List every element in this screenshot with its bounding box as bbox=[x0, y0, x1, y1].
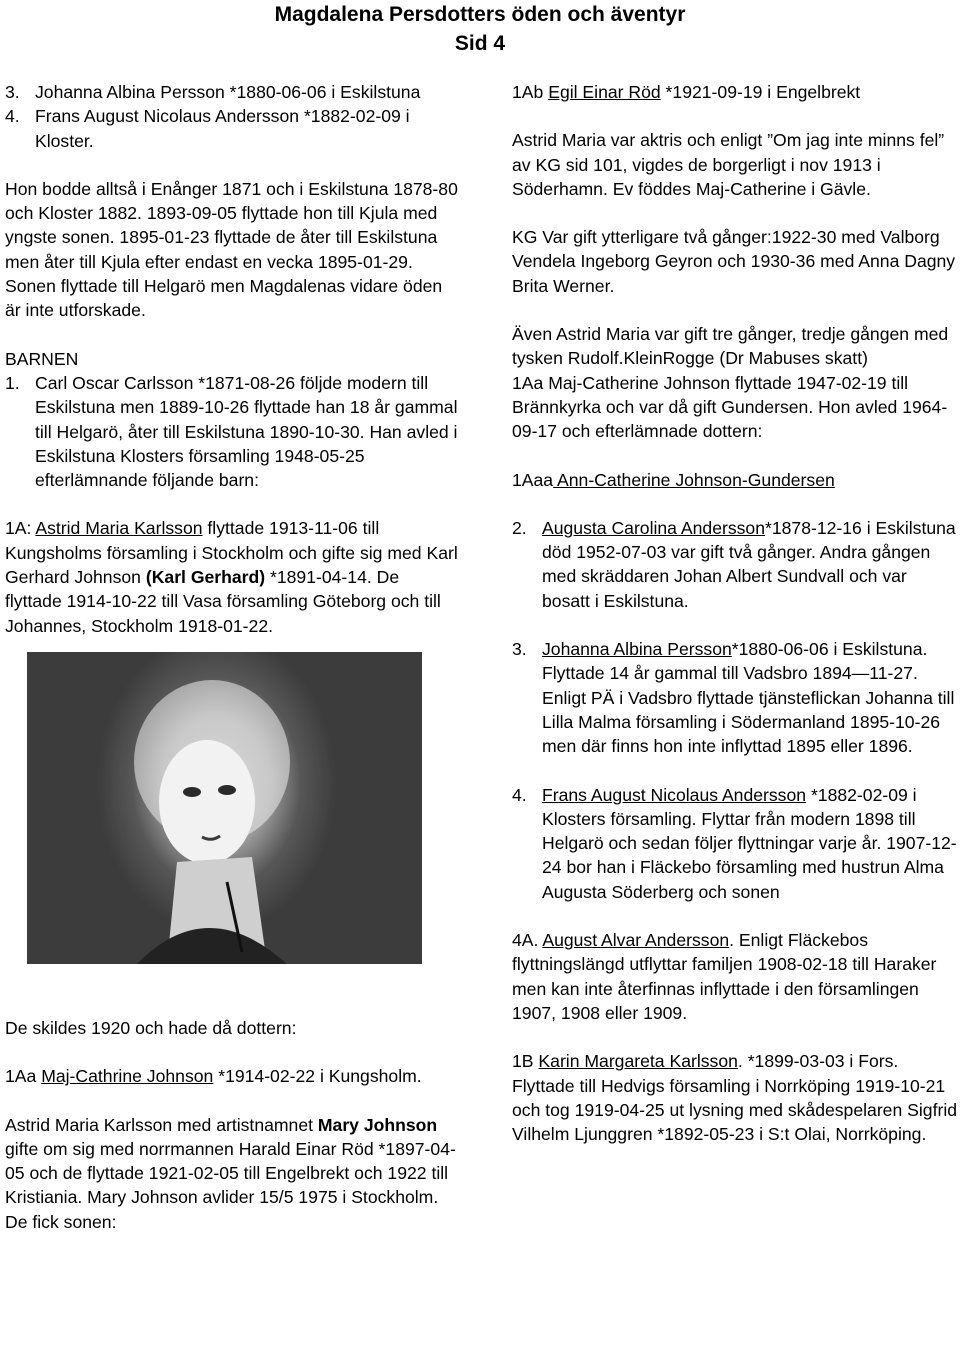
child-1aaa-paragraph: 1Aaa Ann-Catherine Johnson-Gundersen bbox=[512, 469, 835, 490]
barnen-heading: BARNEN bbox=[5, 348, 79, 369]
kg-paragraph: KG Var gift ytterligare två gånger:1922-30 med Valborg Vendela Ingeborg Geyron och 1930-36 med Anna Dagny Brita Werner. bbox=[512, 227, 956, 296]
child-4-paragraph: 4. Frans August Nicolaus Andersson *1882-02-09 i Klosters församling. Flyttar från modern 1898 till Helgarö och sedan följer flyttningar varje år. 1907-12-24 bor han i Fläckebo församling med hustrun Alma Augusta Söderberg och sonen bbox=[512, 784, 957, 902]
person-name-link: Astrid Maria Karlsson bbox=[35, 518, 203, 539]
person-name-link: Karin Margareta Karlsson bbox=[538, 1051, 738, 1072]
child-1aa-paragraph: 1Aa Maj-Cathrine Johnson *1914-02-22 i Kungsholm. bbox=[5, 1066, 422, 1087]
list-item: 4. Frans August Nicolaus Andersson *1882-02-09 i Kloster. bbox=[5, 106, 410, 151]
title-line-2: Sid 4 bbox=[454, 32, 506, 55]
child-1-paragraph: 1. Carl Oscar Carlsson *1871-08-26 följde modern till Eskilstuna men 1889-10-26 flyttade han 18 år gammal till Helgarö, åter till Eskilstuna 1890-10-30. Han avled i Eskilstuna Klosters församling 1948-05-25 efterlämnande följande barn: bbox=[5, 372, 458, 491]
person-name-link: Johanna Albina Persson bbox=[542, 639, 732, 660]
person-name-link: Maj-Cathrine Johnson bbox=[41, 1066, 214, 1087]
child-4a-paragraph: 4A. August Alvar Andersson. Enligt Fläckebos flyttningslängd utflyttar familjen 1908-02-18 till Haraker men kan inte återfinnas inflyttade i den församlingen 1907, 1908 eller 1909. bbox=[512, 930, 937, 1023]
child-1ab-paragraph: 1Ab Egil Einar Röd *1921-09-19 i Engelbrekt bbox=[512, 82, 861, 102]
list-item: 3. Johanna Albina Persson *1880-06-06 i Eskilstuna bbox=[5, 82, 421, 102]
child-1b-paragraph: 1B Karin Margareta Karlsson. *1899-03-03 i Fors. Flyttade till Hedvigs församling i Norrköping 1919-10-21 och tog 1919-04-25 ut lysning med skådespelaren Sigfrid Vilhelm Ljunggren *1892-05-23 i S:t Olai, Norrköping. bbox=[512, 1051, 958, 1145]
mary-johnson-paragraph: Astrid Maria Karlsson med artistnamnet Mary Johnson gifte om sig med norrmannen Harald Einar Röd *1897-04-05 och de flyttade 1921-02-05 till Engelbrekt och 1922 till Kristiania. Mary Johnson avlider 15/5 1975 i Stockholm. De fick sonen: bbox=[5, 1114, 456, 1232]
person-name-link: Augusta Carolina Andersson bbox=[542, 517, 765, 538]
title-line-1: Magdalena Persdotters öden och äventyr bbox=[274, 3, 686, 26]
maj-catherine-paragraph: 1Aa Maj-Catherine Johnson flyttade 1947-02-19 till Brännkyrka och var då gift Gundersen. Hon avled 1964-09-17 och efterlämnade dottern: bbox=[512, 372, 948, 442]
moves-paragraph: Hon bodde alltså i Enånger 1871 och i Eskilstuna 1878-80 och Kloster 1882. 1893-09-05 flyttade hon till Kjula med yngste sonen. 1895-01-23 flyttade de åter till Eskilstuna men åter till Kjula efter endast en vecka 1895-01-29. Sonen flyttade till Helgarö men Magdalenas vidare öden är inte utforskade. bbox=[5, 178, 458, 321]
person-name-link: Ann-Catherine Johnson-Gundersen bbox=[553, 469, 835, 490]
divorce-paragraph: De skildes 1920 och hade då dottern: bbox=[5, 1017, 297, 1038]
person-name-link: Frans August Nicolaus Andersson bbox=[542, 784, 807, 805]
aven-paragraph: Även Astrid Maria var gift tre gånger, tredje gången med tysken Rudolf.KleinRogge (Dr Mabuses skatt) bbox=[512, 324, 949, 369]
astrid-paragraph: Astrid Maria var aktris och enligt ”Om jag inte minns fel” av KG sid 101, vigdes de borgerligt i nov 1913 i Söderhamn. Ev föddes Maj-Catherine i Gävle. bbox=[512, 130, 945, 199]
page-title bbox=[0, 0, 960, 58]
child-1a-paragraph: 1A: Astrid Maria Karlsson flyttade 1913-11-06 till Kungsholms församling i Stockholm och gifte sig med Karl Gerhard Johnson (Karl Gerhard) *1891-04-14. De flyttade 1914-10-22 till Vasa församling Göteborg och till Johannes, Stockholm 1918-01-22. bbox=[5, 518, 458, 636]
person-name-link: August Alvar Andersson bbox=[542, 930, 730, 951]
child-2-paragraph: 2. Augusta Carolina Andersson*1878-12-16 i Eskilstuna död 1952-07-03 var gift två gånger. Andra gången med skräddaren Johan Albert Sundvall och var bosatt i Eskilstuna. bbox=[512, 517, 956, 611]
child-3-paragraph: 3. Johanna Albina Persson*1880-06-06 i Eskilstuna. Flyttade 14 år gammal till Vadsbro 1894—11-27. Enligt PÄ i Vadsbro flyttade tjänsteflickan Johanna till Lilla Malma församling i Södermanland 1895-10-26 men där finns hon inte inflyttad 1895 eller 1896. bbox=[512, 639, 955, 757]
portrait-photo bbox=[27, 652, 422, 964]
person-name-link: Egil Einar Röd bbox=[548, 82, 661, 102]
right-column bbox=[512, 80, 957, 1146]
left-column bbox=[5, 80, 460, 1234]
